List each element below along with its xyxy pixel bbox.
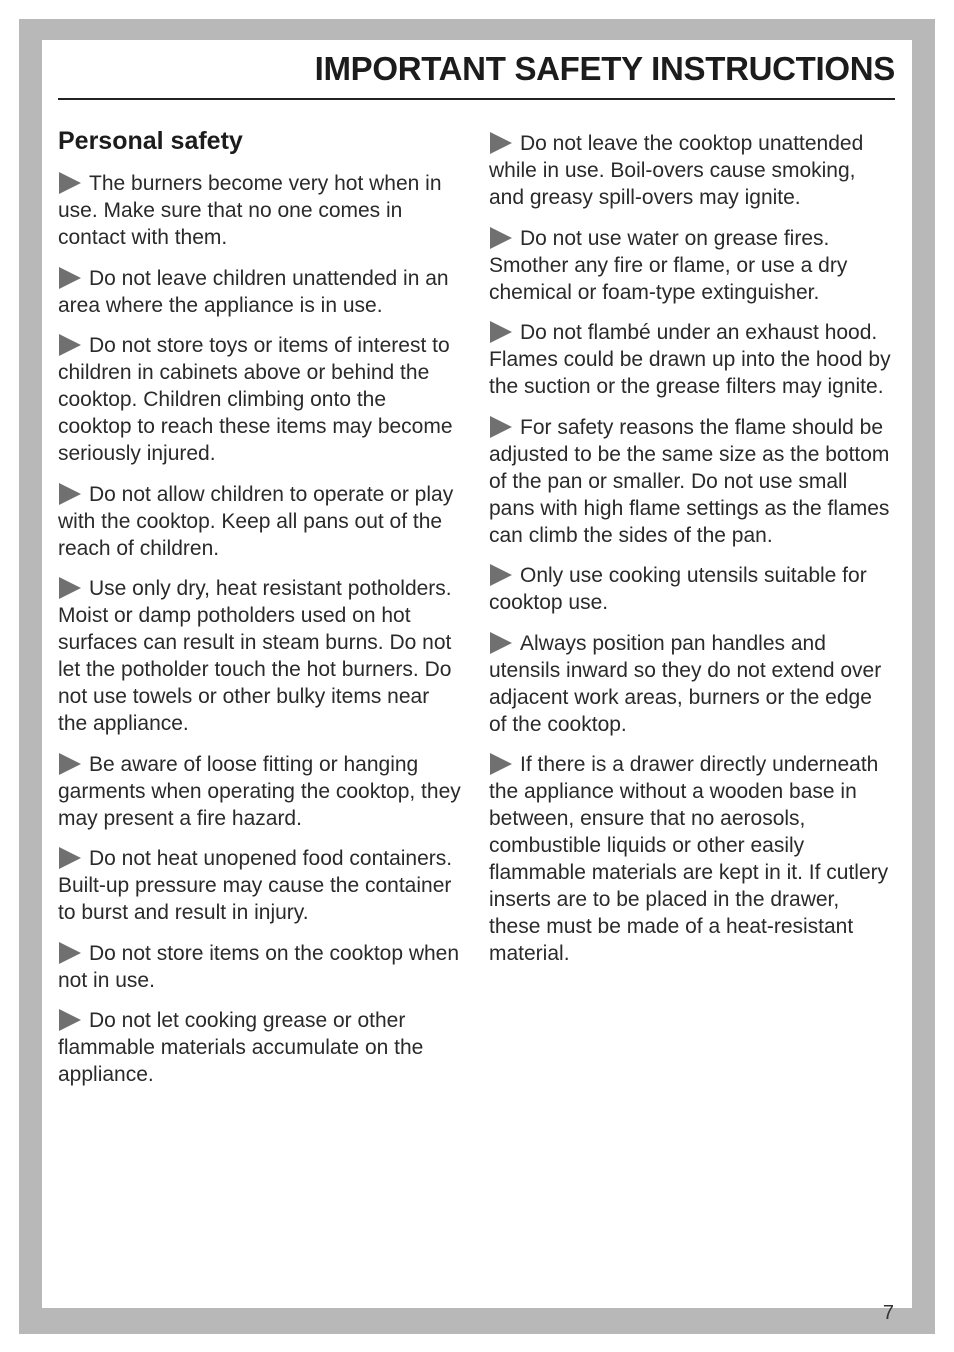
right-column <box>489 130 894 981</box>
instruction-text: The burners become very hot when in use. Make sure that no one comes in contact with them. <box>58 172 442 249</box>
instruction-item <box>58 751 461 832</box>
instruction-text: Be aware of loose fitting or hanging garments when operating the cooktop, they may present a fire hazard. <box>58 752 461 830</box>
instruction-text: For safety reasons the flame should be adjusted to be the same size as the bottom of the pan or smaller. Do not use small pans with high flame settings as the flames can climb the sides of the pan. <box>489 415 890 547</box>
instruction-item <box>58 332 461 467</box>
triangle-right-icon <box>59 753 81 775</box>
instruction-item <box>489 414 894 549</box>
triangle-right-icon <box>59 577 81 599</box>
triangle-right-icon <box>59 1009 81 1031</box>
instruction-text: Use only dry, heat resistant potholders. Moist or damp potholders used on hot surfaces can result in steam burns. Do not let the potholder touch the hot burners. Do not use towels or other bulky items near the appliance. <box>58 577 452 735</box>
triangle-right-icon <box>490 564 512 586</box>
instruction-item <box>58 170 461 251</box>
section-title: Personal safety <box>58 127 243 155</box>
instruction-text: Do not store items on the cooktop when not in use. <box>58 941 460 992</box>
instruction-item <box>489 751 894 967</box>
instruction-text: Always position pan handles and utensils inward so they do not extend over adjacent work areas, burners or the edge of the cooktop. <box>489 631 882 736</box>
instruction-item <box>489 130 894 211</box>
instruction-text: Do not leave children unattended in an area where the appliance is in use. <box>58 266 449 317</box>
triangle-right-icon <box>59 942 81 964</box>
instruction-text: Do not leave the cooktop unattended while in use. Boil-overs cause smoking, and greasy spill-overs may ignite. <box>489 132 864 209</box>
instruction-text: Do not let cooking grease or other flammable materials accumulate on the appliance. <box>58 1009 424 1086</box>
triangle-right-icon <box>59 172 81 194</box>
instruction-item <box>58 481 461 562</box>
instruction-item <box>58 845 461 926</box>
instruction-text: Do not allow children to operate or play with the cooktop. Keep all pans out of the reach of children. <box>58 482 454 560</box>
page-title: IMPORTANT SAFETY INSTRUCTIONS <box>314 50 895 87</box>
instruction-text: Do not flambé under an exhaust hood. Flames could be drawn up into the hood by the suction or the grease filters may ignite. <box>489 321 891 398</box>
instruction-item <box>58 575 461 737</box>
instruction-item <box>489 630 894 738</box>
triangle-right-icon <box>490 132 512 154</box>
triangle-right-icon <box>490 416 512 438</box>
instruction-text: Only use cooking utensils suitable for cooktop use. <box>489 564 867 614</box>
instruction-item <box>489 225 894 306</box>
instruction-text: Do not heat unopened food containers. Built-up pressure may cause the container to burst and result in injury. <box>58 847 453 924</box>
instruction-text: If there is a drawer directly underneath the appliance without a wooden base in between, ensure that no aerosols, combustible liquids or other easily flammable materials are kept in it. If cutlery inserts are to be placed in the drawer, these must be made of a heat-resistant material. <box>489 753 889 965</box>
header-divider <box>58 98 895 100</box>
instruction-item <box>489 319 894 400</box>
triangle-right-icon <box>59 847 81 869</box>
triangle-right-icon <box>490 227 512 249</box>
left-column <box>58 126 461 1102</box>
instruction-item <box>58 940 461 994</box>
triangle-right-icon <box>490 632 512 654</box>
triangle-right-icon <box>490 321 512 343</box>
triangle-right-icon <box>59 483 81 505</box>
instruction-text: Do not store toys or items of interest to children in cabinets above or behind the cooktop. Children climbing onto the cooktop to reach these items may become seriously injured. <box>58 334 453 465</box>
instruction-item <box>489 562 894 616</box>
left-instruction-list <box>58 170 461 1088</box>
instruction-text: Do not use water on grease fires. Smother any fire or flame, or use a dry chemical or foam-type extinguisher. <box>489 226 848 304</box>
triangle-right-icon <box>490 753 512 775</box>
right-instruction-list <box>489 130 894 967</box>
triangle-right-icon <box>59 267 81 289</box>
triangle-right-icon <box>59 334 81 356</box>
instruction-item <box>58 1007 461 1088</box>
page-number: 7 <box>882 1302 894 1324</box>
instruction-item <box>58 265 461 319</box>
